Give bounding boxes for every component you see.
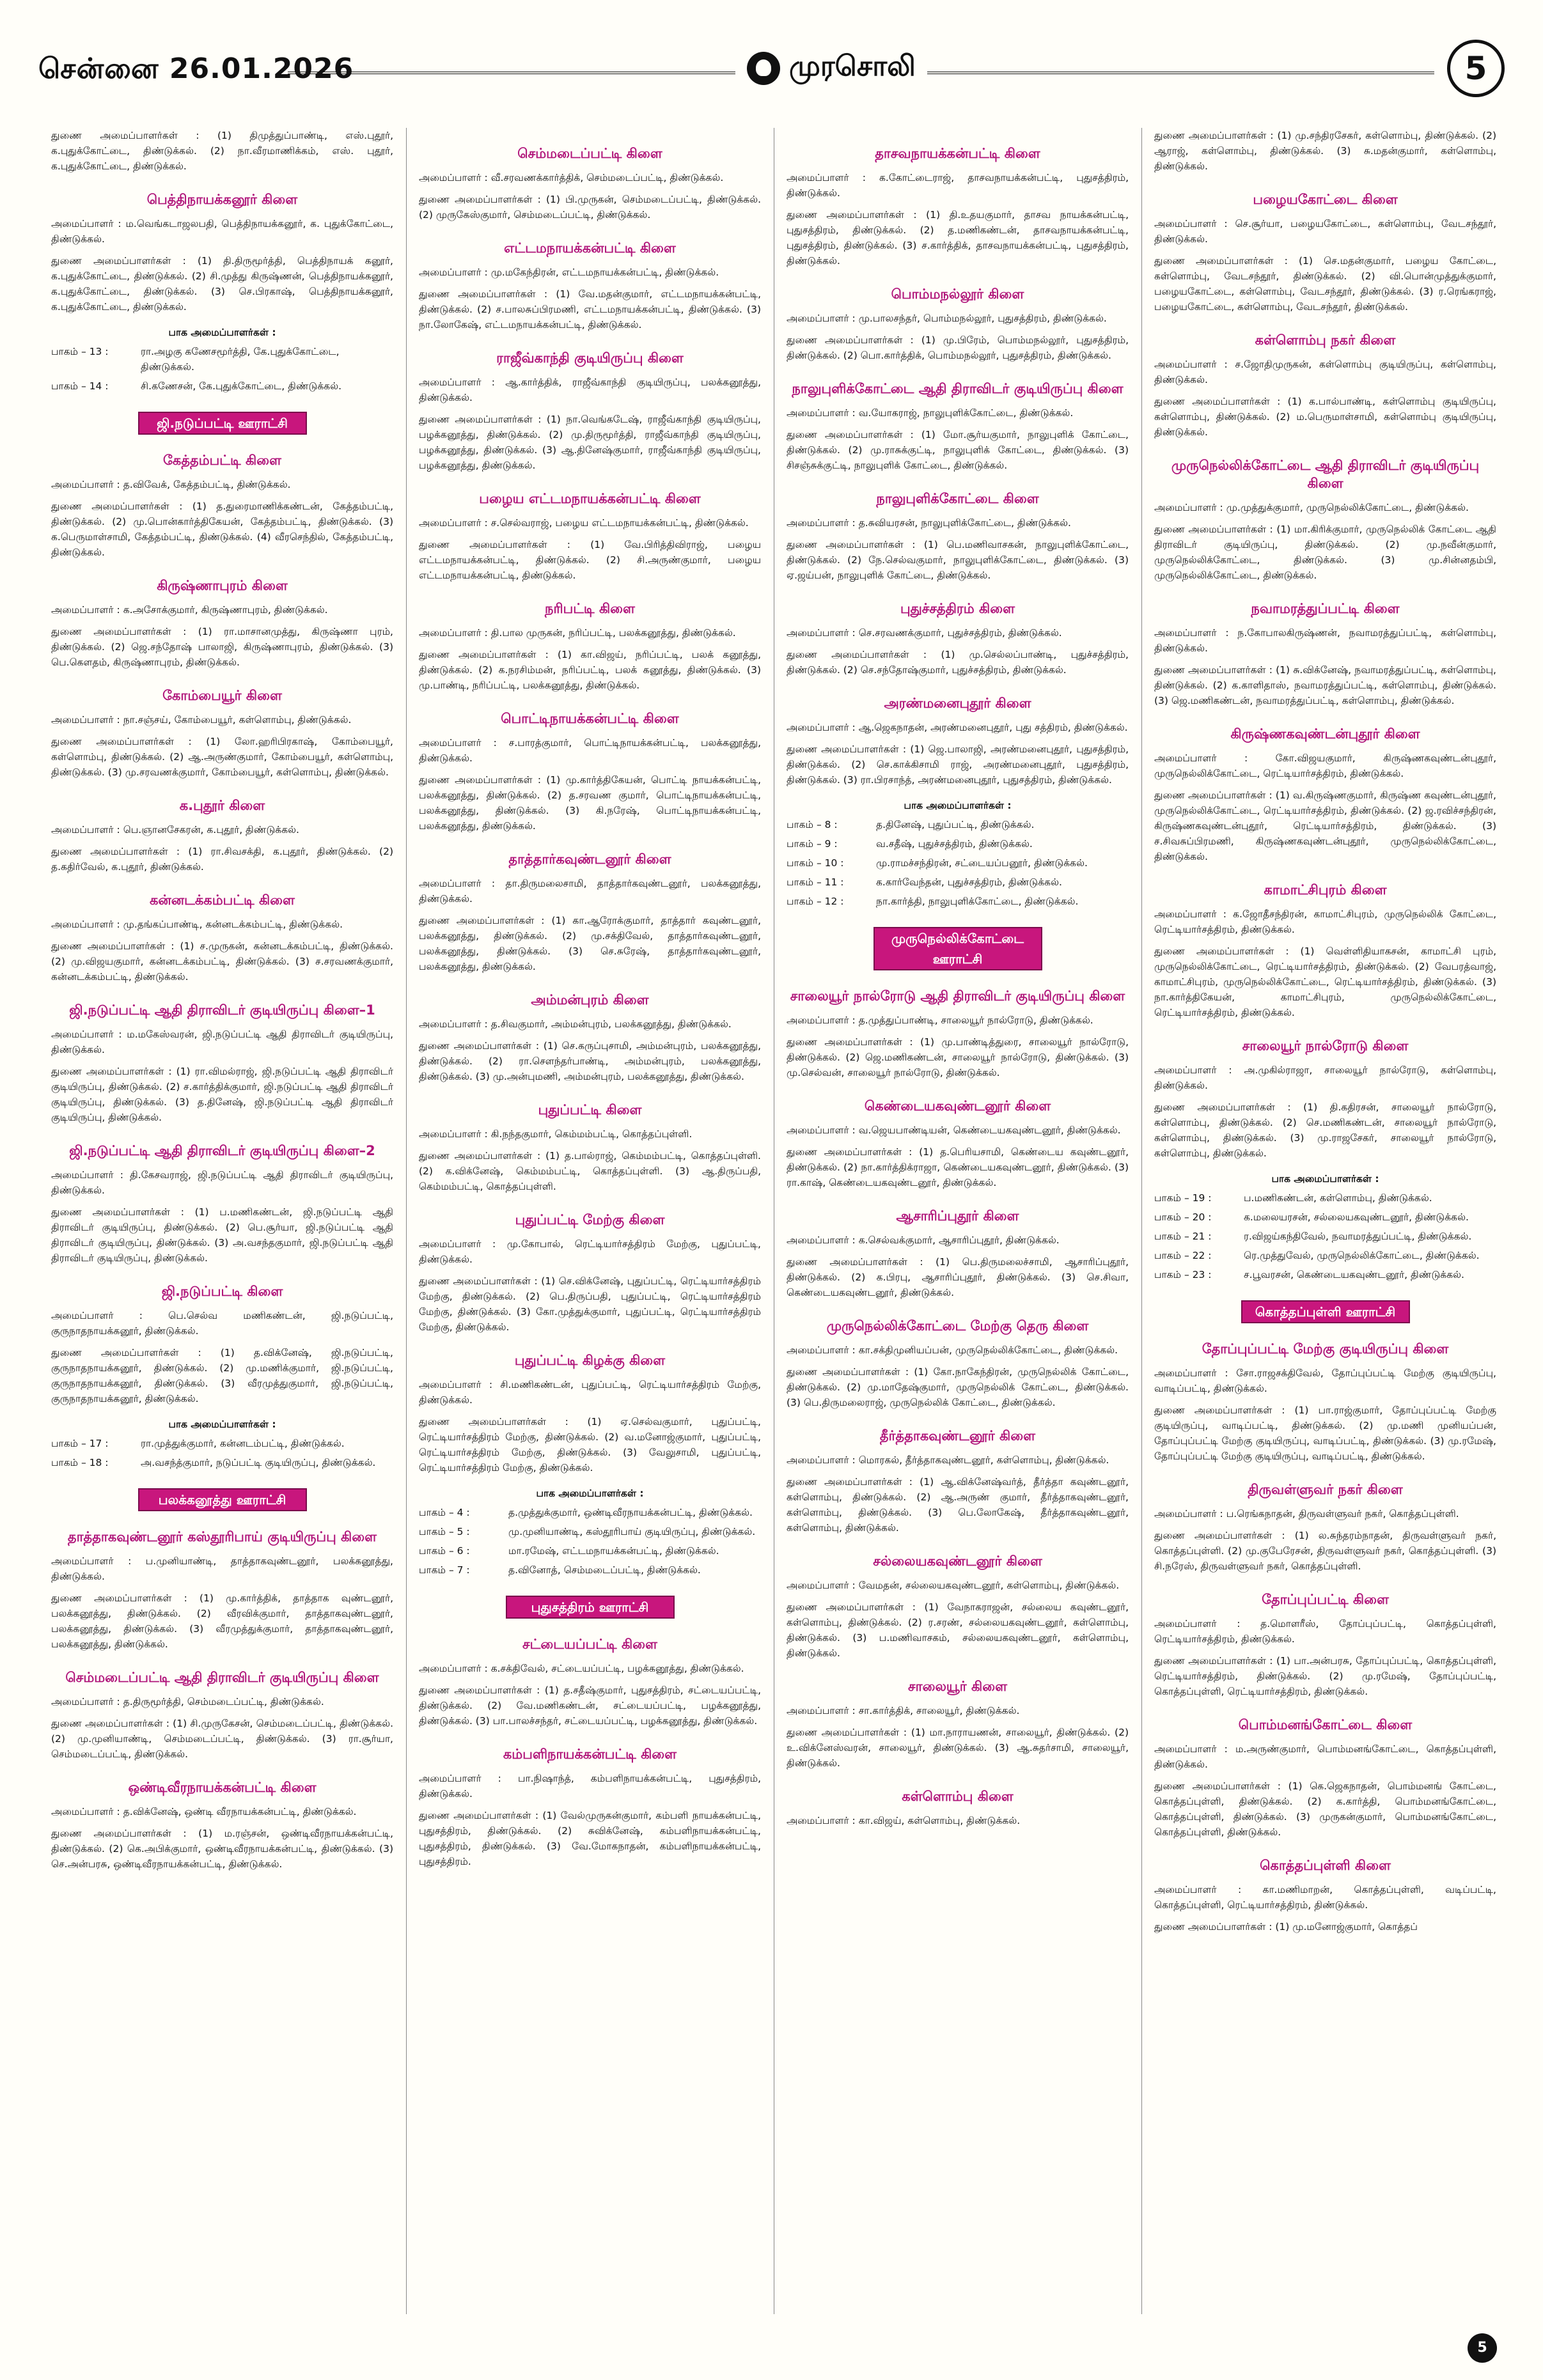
ward-organiser: த.வினோத், செம்மடைப்பட்டி, திண்டுக்கல்.	[508, 1564, 701, 1576]
ward-number: பாகம் – 6 :	[419, 1545, 470, 1557]
ward-row	[419, 1505, 761, 1520]
ward-row	[1154, 1229, 1496, 1244]
member-entry: அமைப்பாளர் : த.விவேக், கேத்தம்பட்டி, திண்டுக்கல்.	[51, 479, 291, 490]
branch-heading: செம்மடைப்பட்டி ஆதி திராவிடர் குடியிருப்பு கிளை	[65, 1670, 379, 1685]
branch-heading: கெண்டையகவுண்டனூர் கிளை	[864, 1098, 1051, 1114]
branch-heading: நாலுபுளிக்கோட்டை கிளை	[876, 491, 1039, 506]
member-entry: துணை அமைப்பாளர்கள் : (1) வே.மதன்குமார், எட்டமநாயக்கன்பட்டி, திண்டுக்கல். (2) ச.பாலசுப்பிரமணி, எட்டமநாயக்கன்பட்டி, திண்டுக்கல். (3) நா.லோகேஷ், எட்டமநாயக்கன்பட்டி, திண்டுக்கல்.	[419, 288, 761, 331]
member-entry: துணை அமைப்பாளர்கள் : (1) வெள்ளிதியாகசன், காமாட்சி புரம், முருநெல்லிக்கோட்டை, ரெட்டியார்சத்திரம், திண்டுக்கல். (2) வேபரத்வாஜ், காமாட்சிபுரம், முருநெல்லிக்கோட்டை, ரெட்டியார்சத்திரம், திண்டுக்கல். (3) நா.கார்த்திகேயன், காமாட்சிபுரம், முருநெல்லிக்கோட்டை, ரெட்டியார்சத்திரம், திண்டுக்கல்.	[1154, 945, 1496, 1018]
ward-row	[787, 836, 1129, 852]
member-entry: துணை அமைப்பாளர்கள் : (1) ரா.சிவசக்தி, க.புதூர், திண்டுக்கல். (2) த.கதிர்வேல், க.புதூர், திண்டுக்கல்.	[51, 846, 393, 873]
member-entry: துணை அமைப்பாளர்கள் : (1) சி.முருகேசன், செம்மடைப்பட்டி, திண்டுக்கல். (2) மு.முனியாண்டி, செம்மடைப்பட்டி, திண்டுக்கல். (3) ரா.சூர்யா, செம்மடைப்பட்டி, திண்டுக்கல்.	[51, 1718, 393, 1760]
ward-row	[787, 875, 1129, 890]
member-entry: அமைப்பாளர் : நா.சஞ்சய், கோம்பையூர், கள்ளொம்பு, திண்டுக்கல்.	[51, 714, 352, 726]
ward-row	[1154, 1248, 1496, 1263]
branch-heading: சாலையூர் நால்ரோடு கிளை	[1242, 1038, 1409, 1054]
member-entry: அமைப்பாளர் : ச.செல்வராஜ், பழைய எட்டமநாயக்கன்பட்டி, திண்டுக்கல்.	[419, 517, 749, 529]
ward-number: பாகம் – 21 :	[1154, 1231, 1212, 1242]
member-entry: அமைப்பாளர் : பெ.செல்வ மணிகண்டன், ஜி.நடுப்பட்டி, குருநாதநாயக்கனூர், திண்டுக்கல்.	[51, 1310, 393, 1337]
member-entry: அமைப்பாளர் : ச.பாரத்குமார், பொட்டிநாயக்கன்பட்டி, பலக்கனூத்து, திண்டுக்கல்.	[419, 737, 761, 764]
member-entry: துணை அமைப்பாளர்கள் : (1) கா.ஆரோக்குமார், தாத்தார் கவுண்டனூர், பலக்கனூத்து, திண்டுக்கல். (2) மு.சக்திவேல், தாத்தார்கவுண்டனூர், பலக்கனூத்து, திண்டுக்கல். (3) செ.சுரேஷ், தாத்தார்கவுண்டனூர், பலக்கனூத்து, திண்டுக்கல்.	[419, 915, 761, 972]
member-entry: அமைப்பாளர் : வேமதன், சல்லையகவுண்டனூர், கள்ளொம்பு, திண்டுக்கல்.	[787, 1580, 1120, 1591]
branch-heading: கள்ளொம்பு நகர் கிளை	[1255, 332, 1396, 348]
branch-heading: செம்மடைப்பட்டி கிளை	[517, 146, 662, 161]
branch-heading: சாலையூர் நால்ரோடு ஆதி திராவிடர் குடியிருப்பு கிளை	[790, 988, 1125, 1004]
member-entry: துணை அமைப்பாளர்கள் : (1) மு.கார்த்திகேயன், பொட்டி நாயக்கன்பட்டி, பலக்கனூத்து, திண்டுக்கல். (2) த.சரவண குமார், பொட்டிநாயக்கன்பட்டி, பலக்கனூத்து, திண்டுக்கல். (3) கி.நரேஷ், பொட்டிநாயக்கன்பட்டி, பலக்கனூத்து, திண்டுக்கல்.	[419, 774, 761, 832]
member-entry: துணை அமைப்பாளர்கள் : (1) ச.முருகன், கன்னடக்கம்பட்டி, திண்டுக்கல். (2) மு.விஜயகுமார், கன்னடக்கம்பட்டி, திண்டுக்கல். (3) ச.சரவணக்குமார், கன்னடக்கம்பட்டி, திண்டுக்கல்.	[51, 940, 393, 983]
ward-number: பாகம் – 11 :	[787, 876, 844, 888]
ward-organiser: ப.மணிகண்டன், கள்ளொம்பு, திண்டுக்கல்.	[1244, 1192, 1432, 1204]
member-entry: அமைப்பாளர் : செ.சூர்யா, பழையகோட்டை, கள்ளொம்பு, வேடசந்தூர், திண்டுக்கல்.	[1154, 218, 1496, 245]
ward-organiser: ச.பூவரசன், கெண்டையகவுண்டனூர், திண்டுக்கல்.	[1244, 1269, 1464, 1280]
branch-heading: க.புதூர் கிளை	[179, 798, 265, 813]
branch-heading: சட்டையப்பட்டி கிளை	[522, 1637, 657, 1652]
member-entry: துணை அமைப்பாளர்கள் : (1) செ.விக்னேஷ், புதுப்பட்டி, ரெட்டியார்சத்திரம் மேற்கு, திண்டுக்கல். (2) பெ.திருப்பதி, புதுப்பட்டி, ரெட்டியார்சத்திரம் மேற்கு, திண்டுக்கல். (3) கோ.முத்துக்குமார், புதுப்பட்டி, ரெட்டியார்சத்திரம் மேற்கு, திண்டுக்கல்.	[419, 1275, 761, 1333]
member-entry: அமைப்பாளர் : மு.கோபால், ரெட்டியார்சத்திரம் மேற்கு, புதுப்பட்டி, திண்டுக்கல்.	[419, 1238, 761, 1265]
ward-row	[51, 344, 393, 375]
ward-number: பாகம் – 9 :	[787, 838, 838, 850]
member-entry: அமைப்பாளர் : ம.அருண்குமார், பொம்மனங்கோட்டை, கொத்தப்புள்ளி, திண்டுக்கல்.	[1154, 1743, 1496, 1770]
member-entry: துணை அமைப்பாளர்கள் : (1) கெ.ஜெகநாதன், பொம்மனங் கோட்டை, கொத்தப்புள்ளி, திண்டுக்கல். (2) க.கார்த்தி, பொம்மனங்கோட்டை, கொத்தப்புள்ளி, திண்டுக்கல். (3) முருகன்குமார், பொம்மனங்கோட்டை, கொத்தப்புள்ளி, திண்டுக்கல்.	[1154, 1780, 1496, 1838]
ward-organisers-title: பாக அமைப்பாளர்கள் :	[904, 800, 1012, 811]
panchayat-banner: முருநெல்லிக்கோட்டை ஊராட்சி	[873, 927, 1042, 970]
ward-row	[51, 1436, 393, 1451]
branch-heading: அரண்மனைபுதூர் கிளை	[884, 696, 1031, 711]
member-entry: துணை அமைப்பாளர்கள் : (1) தி.திருமூர்த்தி, பெத்திநாயக் கனூர், க.புதுக்கோட்டை, திண்டுக்கல். (2) சி.முத்து கிருஷ்ணன், பெத்திநாயக்கனூர், க.புதுக்கோட்டை, திண்டுக்கல். (3) செ.பிரகாஷ், பெத்திநாயக்கனூர், க.புதுக்கோட்டை, திண்டுக்கல்.	[51, 255, 393, 313]
member-entry: அமைப்பாளர் : சோ.ராஜசக்திவேல், தோப்புப்பட்டி மேற்கு குடியிருப்பு, வாடிப்பட்டி, திண்டுக்கல்.	[1154, 1367, 1496, 1394]
footer-page-number: 5	[1468, 2333, 1497, 2363]
member-entry: அமைப்பாளர் : க.சக்திவேல், சட்டையப்பட்டி, பழக்கனூத்து, திண்டுக்கல்.	[419, 1663, 744, 1674]
ward-row	[787, 817, 1129, 832]
member-entry: துணை அமைப்பாளர்கள் : (1) ப.மணிகண்டன், ஜி.நடுப்பட்டி ஆதி திராவிடர் குடியிருப்பு, திண்டுக்கல். (2) பெ.சூர்யா, ஜி.நடுப்பட்டி ஆதி திராவிடர் குடியிருப்பு, திண்டுக்கல். (3) அ.வசந்தகுமார், ஜி.நடுப்பட்டி ஆதி திராவிடர் குடியிருப்பு, திண்டுக்கல்.	[51, 1206, 393, 1264]
member-entry: துணை அமைப்பாளர்கள் : (1) பா.ராஜ்குமார், தோப்புப்பட்டி மேற்கு குடியிருப்பு, வாடிப்பட்டி, திண்டுக்கல். (2) மு.மணி முனியப்பன், தோப்புப்பட்டி மேற்கு குடியிருப்பு, வாடிப்பட்டி, திண்டுக்கல். (3) மு.ரமேஷ், தோப்புப்பட்டி மேற்கு குடியிருப்பு, வாடிப்பட்டி, திண்டுக்கல்.	[1154, 1404, 1496, 1462]
member-entry: அமைப்பாளர் : பா.நிஷாந்த், கம்பளிநாயக்கன்பட்டி, புதுசத்திரம், திண்டுக்கல்.	[419, 1773, 761, 1800]
member-entry: துணை அமைப்பாளர்கள் : (1) மா.கிரிக்குமார், முருநெல்லிக் கோட்டை ஆதி திராவிடர் குடியிருப்பு, திண்டுக்கல். (2) மு.நவீன்குமார், முருநெல்லிக்கோட்டை, திண்டுக்கல். (3) மு.சின்னதம்பி, முருநெல்லிக்கோட்டை, திண்டுக்கல்.	[1154, 524, 1496, 581]
member-entry: அமைப்பாளர் : த.சுவியரசன், நாலுபுளிக்கோட்டை, திண்டுக்கல்.	[787, 517, 1071, 529]
branch-heading: ஜி.நடுப்பட்டி ஆதி திராவிடர் குடியிருப்பு கிளை–1	[69, 1002, 375, 1018]
member-entry: துணை அமைப்பாளர்கள் : (1) ஆ.விக்னேஷ்வர்த், தீர்த்தா கவுண்டனூர், கள்ளொம்பு, திண்டுக்கல். (2) ஆ.அருண் குமார், தீர்த்தாகவுண்டனூர், கள்ளொம்பு, திண்டுக்கல். (3) பெ.லோகேஷ், தீர்த்தாகவுண்டனூர், கள்ளொம்பு, திண்டுக்கல்.	[787, 1476, 1129, 1534]
member-entry: அமைப்பாளர் : ப.ரெங்கநாதன், திருவள்ளுவர் நகர், கொத்தப்புள்ளி.	[1154, 1508, 1459, 1520]
ward-row	[787, 855, 1129, 871]
branch-heading: கிருஷ்ணகவுண்டன்புதூர் கிளை	[1230, 726, 1420, 742]
ward-number: பாகம் – 10 :	[787, 857, 844, 869]
ward-number: பாகம் – 7 :	[419, 1564, 470, 1576]
member-entry: அமைப்பாளர் : த.சிவகுமார், அம்மன்புரம், பலக்கனூத்து, திண்டுக்கல்.	[419, 1018, 732, 1030]
ward-organiser: த.முத்துக்குமார், ஒண்டிவீரநாயக்கன்பட்டி, திண்டுக்கல்.	[508, 1507, 753, 1518]
branch-heading: நரிபட்டி கிளை	[545, 601, 635, 616]
member-entry: துணை அமைப்பாளர்கள் : (1) மு.பிரேம், பொம்மநல்லூர், புதுசத்திரம், திண்டுக்கல். (2) பொ.கார்த்திக், பொம்மநல்லூர், புதுசத்திரம், திண்டுக்கல்.	[787, 334, 1129, 361]
panchayat-banner: ஜி.நடுப்பட்டி ஊராட்சி	[138, 412, 307, 435]
branch-heading: கொத்தப்புள்ளி கிளை	[1260, 1858, 1391, 1873]
member-entry: அமைப்பாளர் : க.ஜோதீசந்திரன், காமாட்சிபுரம், முருநெல்லிக் கோட்டை, ரெட்டியார்சத்திரம், திண்டுக்கல்.	[1154, 908, 1496, 935]
member-entry: அமைப்பாளர் : தி.பால முருகன், நரிப்பட்டி, பலக்கனூத்து, திண்டுக்கல்.	[419, 627, 736, 639]
branch-heading: தோப்புப்பட்டி மேற்கு குடியிருப்பு கிளை	[1202, 1341, 1449, 1357]
member-entry: துணை அமைப்பாளர்கள் : (1) வே.பிரித்திவிராஜ், பழைய எட்டமநாயக்கன்பட்டி, திண்டுக்கல். (2) சி.அருண்குமார், பழைய எட்டமநாயக்கன்பட்டி, திண்டுக்கல்.	[419, 539, 761, 581]
member-entry: அமைப்பாளர் : கா.சக்திமுனியப்பன், முருநெல்லிக்கோட்டை, திண்டுக்கல்.	[787, 1344, 1118, 1356]
member-entry: அமைப்பாளர் : க.அசோக்குமார், கிருஷ்ணாபுரம், திண்டுக்கல்.	[51, 604, 328, 616]
member-entry: துணை அமைப்பாளர்கள் : (1) தி.கதிரசன், சாலையூர் நால்ரோடு, கள்ளொம்பு, திண்டுக்கல். (2) செ.மணிகண்டன், சாலையூர் நால்ரோடு, கள்ளொம்பு, திண்டுக்கல். (3) மு.ராஜசேகர், சாலையூர் நால்ரோடு, கள்ளொம்பு, திண்டுக்கல்.	[1154, 1101, 1496, 1159]
member-entry: அமைப்பாளர் : க.கோட்டைராஜ், தாசவநாயக்கன்பட்டி, புதுசத்திரம், திண்டுக்கல்.	[787, 172, 1129, 199]
ward-row	[51, 1455, 393, 1470]
member-entry: அமைப்பாளர் : த.முத்துப்பாண்டி, சாலையூர் நால்ரோடு, திண்டுக்கல்.	[787, 1015, 1093, 1026]
ward-number: பாகம் – 4 :	[419, 1507, 470, 1518]
branch-heading: புதுச்சத்திரம் கிளை	[900, 601, 1015, 616]
member-entry: அமைப்பாளர் : ஆ.ஜெகநாதன், அரண்மனைபுதூர், புது சத்திரம், திண்டுக்கல்.	[787, 722, 1128, 733]
panchayat-banner: கொத்தப்புள்ளி ஊராட்சி	[1241, 1300, 1410, 1323]
member-entry: அமைப்பாளர் : வ.ஜெயபாண்டியன், கெண்டையகவுண்டனூர், திண்டுக்கல்.	[787, 1124, 1121, 1136]
ward-number: பாகம் – 14 :	[51, 380, 109, 392]
ward-organisers-list	[787, 798, 1129, 909]
member-entry: துணை அமைப்பாளர்கள் : (1) பி.முருகன், செம்மடைப்பட்டி, திண்டுக்கல். (2) முருகேஸ்குமார், செம்மடைப்பட்டி, திண்டுக்கல்.	[419, 194, 761, 221]
ward-row	[1154, 1190, 1496, 1206]
member-entry: துணை அமைப்பாளர்கள் : (1) வ.கிருஷ்ணகுமார், கிருஷ்ண கவுண்டன்புதூர், முருநெல்லிக்கோட்டை, ரெட்டியார்சத்திரம், திண்டுக்கல். (2) ஜ.ரவிச்சந்திரன், கிருஷ்ணகவுண்டன்புதூர், ரெட்டியார்சத்திரம், திண்டுக்கல். (3) ச.சிவசுப்பிரமணி, கிருஷ்ணகவுண்டன்புதூர், முருநெல்லிக்கோட்டை, திண்டுக்கல்.	[1154, 789, 1496, 862]
branch-heading: தீர்த்தாகவுண்டனூர் கிளை	[879, 1428, 1036, 1443]
member-entry: அமைப்பாளர் : மு.பாலசந்தர், பொம்மநல்லூர், புதுசத்திரம், திண்டுக்கல்.	[787, 313, 1107, 324]
member-entry: துணை அமைப்பாளர்கள் : (1) த.துரைமாணிக்கண்டன், கேத்தம்பட்டி, திண்டுக்கல். (2) மு.பொன்கார்த்திகேயன், கேத்தம்பட்டி, திண்டுக்கல். (3) க.பெருமாள்சாமி, கேத்தம்பட்டி, திண்டுக்கல். (4) வீரசெந்தில், கேத்தம்பட்டி, திண்டுக்கல்.	[51, 501, 393, 558]
member-entry: அமைப்பாளர் : த.திருமூர்த்தி, செம்மடைப்பட்டி, திண்டுக்கல்.	[51, 1696, 324, 1707]
member-entry: அமைப்பாளர் : மு.முத்துக்குமார், முருநெல்லிக்கோட்டை, திண்டுக்கல்.	[1154, 502, 1469, 513]
member-entry: துணை அமைப்பாளர்கள் : (1) செ.மதன்குமார், பழைய கோட்டை, கள்ளொம்பு, வேடசந்தூர், திண்டுக்கல். (2) வி.பொன்முத்துக்குமார், பழையகோட்டை, கள்ளொம்பு, வேடசந்தூர், திண்டுக்கல். (3) ர.ரெங்கராஜ், பழையகோட்டை, கள்ளொம்பு, வேடசந்தூர், திண்டுக்கல்.	[1154, 255, 1496, 313]
branch-heading: கிருஷ்ணாபுரம் கிளை	[157, 578, 288, 593]
branch-heading: தாசவநாயக்கன்பட்டி கிளை	[875, 146, 1040, 161]
branch-heading: முருநெல்லிக்கோட்டை மேற்கு தெரு கிளை	[826, 1318, 1089, 1334]
column-2	[419, 128, 761, 2314]
branch-heading: புதுப்பட்டி கிளை	[538, 1102, 642, 1117]
member-entry: துணை அமைப்பாளர்கள் : (1) வேநாகராஜன், சல்லைய கவுண்டனூர், கள்ளொம்பு, திண்டுக்கல். (2) ர.சரண், சல்லையகவுண்டனூர், கள்ளொம்பு, திண்டுக்கல். (3) ப.மணிவாசகம், சல்லையகவுண்டனூர், கள்ளொம்பு, திண்டுக்கல்.	[787, 1601, 1129, 1659]
branch-heading: பழைய எட்டமநாயக்கன்பட்டி கிளை	[479, 491, 701, 506]
ward-organisers-title: பாக அமைப்பாளர்கள் :	[168, 1419, 276, 1430]
elephant-icon	[747, 52, 780, 85]
branch-heading: தாத்தாகவுண்டனூர் கஸ்தூரிபாய் குடியிருப்பு கிளை	[67, 1529, 377, 1544]
ward-row	[51, 378, 393, 394]
member-entry: துணை அமைப்பாளர்கள் : (1) க.பால்பாண்டி, கள்ளொம்பு குடியிருப்பு, கள்ளொம்பு, திண்டுக்கல். (2) ம.பெருமாள்சாமி, கள்ளொம்பு குடியிருப்பு, திண்டுக்கல்.	[1154, 396, 1496, 438]
ward-organiser: மா.ரமேஷ், எட்டமநாயக்கன்பட்டி, திண்டுக்கல்.	[508, 1545, 719, 1557]
member-entry: துணை அமைப்பாளர்கள் : (1) த.பால்ராஜ், கெம்மம்பட்டி, கொத்தப்புள்ளி. (2) க.விக்னேஷ், கெம்மம்பட்டி, கொத்தப்புள்ளி. (3) ஆ.திருப்பதி, கெம்மம்பட்டி, கொத்தப்புள்ளி.	[419, 1150, 761, 1192]
member-entry: துணை அமைப்பாளர்கள் : (1) மு.செல்லப்பாண்டி, புதுச்சத்திரம், திண்டுக்கல். (2) செ.சந்தோஷ்குமார், புதுச்சத்திரம், திண்டுக்கல்.	[787, 649, 1129, 676]
member-entry: அமைப்பாளர் : வ.யோகராஜ், நாலுபுளிக்கோட்டை, திண்டுக்கல்.	[787, 407, 1074, 419]
ward-number: பாகம் – 20 :	[1154, 1211, 1212, 1223]
ward-organiser: த.தினேஷ், புதுப்பட்டி, திண்டுக்கல்.	[876, 819, 1035, 830]
branch-heading: பழையகோட்டை கிளை	[1253, 192, 1398, 207]
branch-heading: தாத்தார்கவுண்டனூர் கிளை	[508, 852, 671, 867]
member-entry: அமைப்பாளர் : ம.மகேஸ்வரன், ஜி.நடுப்பட்டி ஆதி திராவிடர் குடியிருப்பு, திண்டுக்கல்.	[51, 1029, 393, 1055]
member-entry: அமைப்பாளர் : த.விக்னேஷ், ஒண்டி வீரநாயக்கன்பட்டி, திண்டுக்கல்.	[51, 1806, 357, 1817]
member-entry: அமைப்பாளர் : க.செல்வக்குமார், ஆசாரிப்புதூர், திண்டுக்கல்.	[787, 1234, 1060, 1246]
member-entry: துணை அமைப்பாளர்கள் : (1) திமுத்துப்பாண்டி, எஸ்.புதூர், க.புதுக்கோட்டை, திண்டுக்கல். (2) நா.வீரமாணிக்கம், எஸ். புதூர், க.புதுக்கோட்டை, திண்டுக்கல்.	[51, 130, 393, 172]
member-entry: துணை அமைப்பாளர்கள் : (1) தி.உதயகுமார், தாசவ நாயக்கன்பட்டி, புதுசத்திரம், திண்டுக்கல். (2) த.மணிகண்டன், தாசவநாயக்கன்பட்டி, புதுசத்திரம், திண்டுக்கல். (3) ச.கார்த்திக், தாசவநாயக்கன்பட்டி, புதுசத்திரம், திண்டுக்கல்.	[787, 209, 1129, 267]
member-entry: அமைப்பாளர் : தா.திருமலைசாமி, தாத்தார்கவுண்டனூர், பலக்கனூத்து, திண்டுக்கல்.	[419, 878, 761, 905]
member-entry: துணை அமைப்பாளர்கள் : (1) கோ.நாகேந்திரன், முருநெல்லிக் கோட்டை, திண்டுக்கல். (2) மு.மாதேஷ்குமார், முருநெல்லிக் கோட்டை, திண்டுக்கல். (3) பெ.திருமலைராஜ், முருநெல்லிக் கோட்டை, திண்டுக்கல்.	[787, 1366, 1129, 1408]
member-entry: துணை அமைப்பாளர்கள் : (1) பா.அன்பரசு, தோப்புப்பட்டி, கொத்தப்புள்ளி, ரெட்டியார்சத்திரம், திண்டுக்கல். (2) மு.ரமேஷ், தோப்புப்பட்டி, கொத்தப்புள்ளி, ரெட்டியார்சத்திரம், திண்டுக்கல்.	[1154, 1655, 1496, 1697]
branch-heading: புதுப்பட்டி கிழக்கு கிளை	[514, 1353, 666, 1368]
newspaper-logo	[735, 50, 927, 86]
member-entry: துணை அமைப்பாளர்கள் : (1) ஏ.செல்வகுமார், புதுப்பட்டி, ரெட்டியார்சத்திரம் மேற்கு, திண்டுக்கல். (2) வ.மனோஜ்குமார், புதுப்பட்டி, ரெட்டியார்சத்திரம் மேற்கு, திண்டுக்கல். (3) வேலுசாமி, புதுப்பட்டி, ரெட்டியார்சத்திரம் மேற்கு, திண்டுக்கல்.	[419, 1416, 761, 1474]
member-entry: துணை அமைப்பாளர்கள் : (1) கா.விஜய், நரிப்பட்டி, பலக் கனூத்து, திண்டுக்கல். (2) க.நரசிம்மன், நரிப்பட்டி, பலக் கனூத்து, திண்டுக்கல். (3) மு.பாண்டி, நரிப்பட்டி, பலக்கனூத்து, திண்டுக்கல்.	[419, 649, 761, 691]
ward-row	[419, 1562, 761, 1578]
member-entry: அமைப்பாளர் : ம.வெங்கடாஜலபதி, பெத்திநாயக்கனூர், க. புதுக்கோட்டை, திண்டுக்கல்.	[51, 218, 393, 245]
branch-heading: ராஜீவ்காந்தி குடியிருப்பு கிளை	[496, 350, 684, 366]
newspaper-name: முரசொலி	[789, 50, 916, 82]
edition-date: சென்னை 26.01.2026	[38, 52, 354, 85]
branch-heading: ஆசாரிப்புதூர் கிளை	[896, 1208, 1019, 1224]
branch-heading: நாலுபுளிக்கோட்டை ஆதி திராவிடர் குடியிருப்பு கிளை	[792, 381, 1124, 396]
branch-heading: பெத்திநாயக்கனூர் கிளை	[146, 192, 298, 207]
member-entry: துணை அமைப்பாளர்கள் : (1) லோ.ஹரிபிரகாஷ், கோம்பையூர், கள்ளொம்பு, திண்டுக்கல். (2) ஆ.அருண்குமார், கோம்பையூர், கள்ளொம்பு, திண்டுக்கல். (3) மு.சரவணக்குமார், கோம்பையூர், கள்ளொம்பு, திண்டுக்கல்.	[51, 736, 393, 778]
member-entry: துணை அமைப்பாளர்கள் : (1) ஜெ.பாலாஜி, அரண்மனைபுதூர், புதுசத்திரம், திண்டுக்கல். (2) செ.காக்கிசாமி ராஜ், அரண்மனைபுதூர், புதுசத்திரம், திண்டுக்கல். (3) ரா.பிரசாந்த், அரண்மனைபுதூர், புதுசத்திரம், திண்டுக்கல்.	[787, 743, 1129, 786]
ward-number: பாகம் – 13 :	[51, 346, 109, 357]
ward-row	[419, 1524, 761, 1539]
ward-organisers-title: பாக அமைப்பாளர்கள் :	[536, 1488, 644, 1499]
member-entry: அமைப்பாளர் : ஆ.கார்த்திக், ராஜீவ்காந்தி குடியிருப்பு, பலக்கனூத்து, திண்டுக்கல்.	[419, 377, 761, 403]
branch-heading: ஜி.நடுப்பட்டி ஆதி திராவிடர் குடியிருப்பு கிளை–2	[69, 1143, 375, 1158]
member-entry: துணை அமைப்பாளர்கள் : (1) மோ.சூர்யகுமார், நாலுபுளிக் கோட்டை, திண்டுக்கல். (2) மு.ராசுக்குட்டி, நாலுபுளிக் கோட்டை, திண்டுக்கல். (3) சிசஞ்சுக்குட்டி, நாலுபுளிக் கோட்டை, திண்டுக்கல்.	[787, 429, 1129, 471]
member-entry: அமைப்பாளர் : ந.கோபாலகிருஷ்ணன், நவாமரத்துப்பட்டி, கள்ளொம்பு, திண்டுக்கல்.	[1154, 627, 1496, 654]
ward-organisers-list	[51, 1417, 393, 1470]
branch-heading: கம்பளிநாயக்கன்பட்டி கிளை	[503, 1746, 677, 1762]
column-3	[787, 128, 1129, 2314]
member-entry: அமைப்பாளர் : ப.முனியாண்டி, தாத்தாகவுண்டனூர், பலக்கனூத்து, திண்டுக்கல்.	[51, 1555, 393, 1582]
member-entry: அமைப்பாளர் : கோ.விஜயகுமார், கிருஷ்ணகவுண்டன்புதூர், முருநெல்லிக்கோட்டை, ரெட்டியார்சத்திரம், திண்டுக்கல்.	[1154, 752, 1496, 779]
member-entry: துணை அமைப்பாளர்கள் : (1) மு.பாண்டித்துரை, சாலையூர் நால்ரோடு, திண்டுக்கல். (2) ஜெ.மணிகண்டன், சாலையூர் நால்ரோடு, திண்டுக்கல். (3) மு.செல்வன், சாலையூர் நால்ரோடு, திண்டுக்கல்.	[787, 1036, 1129, 1078]
member-entry: துணை அமைப்பாளர்கள் : (1) மு.சந்திரசேகர், கள்ளொம்பு, திண்டுக்கல். (2) ஆராஜ், கள்ளொம்பு, திண்டுக்கல். (3) சு.மதன்குமார், கள்ளொம்பு, திண்டுக்கல்.	[1154, 130, 1496, 172]
member-entry: துணை அமைப்பாளர்கள் : (1) ரா.விமல்ராஜ், ஜி.நடுப்பட்டி ஆதி திராவிடர் குடியிருப்பு, திண்டுக்கல். (2) ச.கார்த்திக்குமார், ஜி.நடுப்பட்டி ஆதி திராவிடர் குடியிருப்பு, திண்டுக்கல். (3) த.தினேஷ், ஜி.நடுப்பட்டி ஆதி திராவிடர் குடியிருப்பு, திண்டுக்கல்.	[51, 1066, 393, 1123]
ward-number: பாகம் – 17 :	[51, 1438, 109, 1449]
member-entry: துணை அமைப்பாளர்கள் : (1) மு.மனோஜ்குமார், கொத்தப்	[1154, 1921, 1418, 1933]
ward-organiser: மு.ராமச்சந்திரன், சட்டையப்பனூர், திண்டுக்கல்.	[876, 857, 1088, 869]
member-entry: துணை அமைப்பாளர்கள் : (1) ல.சுந்தரம்நாதன், திருவள்ளுவர் நகர், கொத்தப்புள்ளி. (2) மு.குபேரேசன், திருவள்ளுவர் நகர், கொத்தப்புள்ளி. (3) சி.நரேஸ், திருவள்ளுவர் நகர், கொத்தப்புள்ளி.	[1154, 1530, 1496, 1572]
member-entry: அமைப்பாளர் : வீ.சரவணக்கார்த்திக், செம்மடைப்பட்டி, திண்டுக்கல்.	[419, 172, 724, 183]
ward-organiser: வ.சதீஷ், புதுச்சத்திரம், திண்டுக்கல்.	[876, 838, 1033, 850]
member-entry: துணை அமைப்பாளர்கள் : (1) மு.கார்த்திக், தாத்தாக வுண்டனூர், பலக்கனூத்து, திண்டுக்கல். (2) வீரவிக்குமார், தாத்தாகவுண்டனூர், பலக்கனூத்து, திண்டுக்கல். (3) வீரமுத்துக்குமார், தாத்தாகவுண்டனூர், பலக்கனூத்து, திண்டுக்கல்.	[51, 1592, 393, 1650]
panchayat-banner: பலக்கனூத்து ஊராட்சி	[138, 1488, 307, 1511]
branch-heading: பொட்டிநாயக்கன்பட்டி கிளை	[501, 711, 679, 726]
member-entry: துணை அமைப்பாளர்கள் : (1) சு.விக்னேஷ், நவாமரத்துப்பட்டி, கள்ளொம்பு, திண்டுக்கல். (2) க.காளிதாஸ், நவாமரத்துப்பட்டி, கள்ளொம்பு, திண்டுக்கல். (3) ஜெ.மணிகண்டன், நவாமரத்துப்பட்டி, கள்ளொம்பு, திண்டுக்கல்.	[1154, 664, 1496, 706]
member-entry: அமைப்பாளர் : தி.கேசவராஜ், ஜி.நடுப்பட்டி ஆதி திராவிடர் குடியிருப்பு, திண்டுக்கல்.	[51, 1169, 393, 1196]
member-entry: அமைப்பாளர் : த.மொளரீஸ், தோப்புப்பட்டி, கொத்தப்புள்ளி, ரெட்டியார்சத்திரம், திண்டுக்கல்.	[1154, 1618, 1496, 1645]
ward-organiser: க.கார்வேந்தன், புதுச்சத்திரம், திண்டுக்கல்.	[876, 876, 1062, 888]
branch-heading: காமாட்சிபுரம் கிளை	[1264, 882, 1387, 898]
ward-organiser: க.மலையரசன், சல்லையகவுண்டனூர், திண்டுக்கல்.	[1244, 1211, 1469, 1223]
ward-organiser: ர.விஜய்கந்திவேல், நவாமரத்துப்பட்டி, திண்டுக்கல்.	[1244, 1231, 1472, 1242]
ward-organiser: ரா.முத்துக்குமார், கன்னடம்பட்டி, திண்டுக்கல்.	[141, 1438, 345, 1449]
ward-row	[419, 1543, 761, 1559]
branch-heading: அம்மன்புரம் கிளை	[531, 992, 649, 1007]
ward-number: பாகம் – 18 :	[51, 1457, 109, 1468]
ward-number: பாகம் – 12 :	[787, 896, 844, 907]
article-columns	[51, 128, 1496, 2314]
member-entry: துணை அமைப்பாளர்கள் : (1) த.சதீஷ்குமார், புதுசத்திரம், சட்டையப்பட்டி, திண்டுக்கல். (2) வே.மணிகண்டன், சட்டையப்பட்டி, பழக்கனூத்து, திண்டுக்கல். (3) பா.பாலச்சந்தர், சட்டையப்பட்டி, பழக்கனூத்து, திண்டுக்கல்.	[419, 1684, 761, 1727]
branch-heading: சாலையூர் கிளை	[907, 1679, 1008, 1694]
member-entry: துணை அமைப்பாளர்கள் : (1) த.பெரியசாமி, கெண்டைய கவுண்டனூர், திண்டுக்கல். (2) நா.கார்த்திக்ராஜா, கெண்டையகவுண்டனூர், திண்டுக்கல். (3) ரா.காஷ், கெண்டையகவுண்டனூர், திண்டுக்கல்.	[787, 1146, 1129, 1188]
branch-heading: ஒண்டிவீரநாயக்கன்பட்டி கிளை	[128, 1780, 317, 1795]
branch-heading: ஜி.நடுப்பட்டி கிளை	[161, 1284, 283, 1299]
member-entry: துணை அமைப்பாளர்கள் : (1) ம.ரஞ்சன், ஒண்டிவீரநாயக்கன்பட்டி, திண்டுக்கல். (2) கெ.அபிக்குமார், ஒண்டிவீரநாயக்கன்பட்டி, திண்டுக்கல். (3) செ.அன்பரசு, ஒண்டிவீரநாயக்கன்பட்டி, திண்டுக்கல்.	[51, 1828, 393, 1870]
ward-organiser: ரெ.முத்துவேல், முருநெல்லிக்கோட்டை, திண்டுக்கல்.	[1244, 1250, 1480, 1261]
ward-organiser: சி.கணேசன், கே.புதுக்கோட்டை, திண்டுக்கல்.	[141, 380, 342, 392]
ward-organisers-list	[51, 325, 393, 394]
ward-row	[1154, 1267, 1496, 1282]
masthead	[38, 38, 1505, 102]
member-entry: துணை அமைப்பாளர்கள் : (1) பெ.மணிவாசகன், நாலுபுளிக்கோட்டை, திண்டுக்கல். (2) நே.செல்வகுமார், நாலுபுளிக்கோட்டை, திண்டுக்கல். (3) ஏ.ஜய்பன், நாலுபுளிக் கோட்டை, திண்டுக்கல்.	[787, 539, 1129, 581]
member-entry: அமைப்பாளர் : பெ.ஞானசேகரன், க.புதூர், திண்டுக்கல்.	[51, 824, 299, 836]
ward-organisers-list	[419, 1486, 761, 1578]
ward-number: பாகம் – 23 :	[1154, 1269, 1212, 1280]
column-divider	[406, 128, 407, 2314]
ward-organiser: மு.முனியாண்டி, கஸ்தூரிபாய் குடியிருப்பு, திண்டுக்கல்.	[508, 1526, 756, 1537]
page-number-badge: 5	[1447, 40, 1505, 97]
branch-heading: கள்ளொம்பு கிளை	[902, 1789, 1014, 1804]
column-4	[1154, 128, 1496, 2314]
ward-row	[787, 894, 1129, 909]
member-entry: துணை அமைப்பாளர்கள் : (1) பெ.திருமலைச்சாமி, ஆசாரிப்புதூர், திண்டுக்கல். (2) க.பிரபு, ஆசாரிப்புதூர், திண்டுக்கல். (3) செ.சிவா, கெண்டையகவுண்டனூர், திண்டுக்கல்.	[787, 1256, 1129, 1298]
member-entry: துணை அமைப்பாளர்கள் : (1) வேல்முருகன்குமார், கம்பளி நாயக்கன்பட்டி, புதுசத்திரம், திண்டுக்கல். (2) சுவிக்னேஷ், கம்பளிநாயக்கன்பட்டி, புதுசத்திரம், திண்டுக்கல். (3) வே.மோகநாதன், கம்பளிநாயக்கன்பட்டி, புதுசத்திரம்.	[419, 1810, 761, 1867]
member-entry: அமைப்பாளர் : அ.முகில்ராஜா, சாலையூர் நால்ரோடு, கள்ளொம்பு, திண்டுக்கல்.	[1154, 1064, 1496, 1091]
member-entry: துணை அமைப்பாளர்கள் : (1) த.விக்னேஷ், ஜி.நடுப்பட்டி, குருநாதநாயக்கனூர், திண்டுக்கல். (2) மு.மணிக்குமார், ஜி.நடுப்பட்டி, குருநாதநாயக்கனூர், திண்டுக்கல். (3) வீரமுத்துகுமார், ஜி.நடுப்பட்டி, குருநாதநாயக்கனூர், திண்டுக்கல்.	[51, 1347, 393, 1404]
member-entry: துணை அமைப்பாளர்கள் : (1) ரா.மாசானமுத்து, கிருஷ்ணா புரம், திண்டுக்கல். (2) ஜெ.சந்தோஷ் பாலாஜி, கிருஷ்ணாபுரம், திண்டுக்கல். (3) பெ.கௌதம், கிருஷ்ணாபுரம், திண்டுக்கல்.	[51, 626, 393, 668]
branch-heading: தோப்புப்பட்டி கிளை	[1262, 1592, 1389, 1607]
member-entry: துணை அமைப்பாளர்கள் : (1) செ.கருப்புசாமி, அம்மன்புரம், பலக்கனூத்து, திண்டுக்கல். (2) ரா.செளந்தர்பாண்டி, அம்மன்புரம், பலக்கனூத்து, திண்டுக்கல். (3) மு.அன்புமணி, அம்மன்புரம், பலக்கனூத்து, திண்டுக்கல்.	[419, 1040, 761, 1082]
member-entry: அமைப்பாளர் : மு.மகேந்திரன், எட்டமநாயக்கன்பட்டி, திண்டுக்கல்.	[419, 267, 719, 278]
column-1	[51, 128, 393, 2314]
member-entry: துணை அமைப்பாளர்கள் : (1) மா.நாராயணன், சாலையூர், திண்டுக்கல். (2) உ.விக்னேஸ்வரன், சாலையூர், திண்டுக்கல். (3) ஆ.சுதர்சாமி, சாலையூர், திண்டுக்கல்.	[787, 1727, 1129, 1769]
branch-heading: திருவள்ளுவர் நகர் கிளை	[1248, 1482, 1403, 1497]
branch-heading: நவாமரத்துப்பட்டி கிளை	[1251, 601, 1400, 616]
branch-heading: பொம்மனங்கோட்டை கிளை	[1238, 1717, 1413, 1732]
branch-heading: கேத்தம்பட்டி கிளை	[163, 453, 281, 468]
member-entry: அமைப்பாளர் : ச.ஜோதிமுருகன், கள்ளொம்பு குடியிருப்பு, கள்ளொம்பு, திண்டுக்கல்.	[1154, 359, 1496, 385]
ward-organiser: நா.கார்த்தி, நாலுபுளிக்கோட்டை, திண்டுக்கல்.	[876, 896, 1079, 907]
ward-number: பாகம் – 22 :	[1154, 1250, 1212, 1261]
branch-heading: முருநெல்லிக்கோட்டை ஆதி திராவிடர் குடியிருப்பு கிளை	[1171, 458, 1480, 491]
member-entry: அமைப்பாளர் : மொரகல், தீர்த்தாகவுண்டனூர், கள்ளொம்பு, திண்டுக்கல்.	[787, 1454, 1109, 1466]
ward-number: பாகம் – 5 :	[419, 1526, 470, 1537]
member-entry: அமைப்பாளர் : சா.கார்த்திக், சாலையூர், திண்டுக்கல்.	[787, 1705, 1020, 1716]
ward-organisers-title: பாக அமைப்பாளர்கள் :	[168, 327, 276, 338]
ward-organiser: ரா.அழகு கணேசமூர்த்தி, கே.புதுக்கோட்டை, திண்டுக்கல்.	[141, 346, 340, 373]
branch-heading: புதுப்பட்டி மேற்கு கிளை	[515, 1212, 665, 1227]
member-entry: துணை அமைப்பாளர்கள் : (1) நா.வெங்கடேஷ், ராஜீவ்காந்தி குடியிருப்பு, பழக்கனூத்து, திண்டுக்கல். (2) மு.திருமூர்த்தி, ராஜீவ்காந்தி குடியிருப்பு, பழக்கனூத்து, திண்டுக்கல். (3) ஆ.தினேஷ்குமார், ராஜீவ்காந்தி குடியிருப்பு, பழக்கனூத்து, திண்டுக்கல்.	[419, 414, 761, 471]
ward-organiser: அ.வசந்த்குமார், நடுப்பட்டி குடியிருப்பு, திண்டுக்கல்.	[141, 1457, 376, 1468]
ward-number: பாகம் – 19 :	[1154, 1192, 1212, 1204]
member-entry: அமைப்பாளர் : கா.விஜய், கள்ளொம்பு, திண்டுக்கல்.	[787, 1815, 1021, 1826]
panchayat-banner: புதுசத்திரம் ஊராட்சி	[506, 1596, 675, 1619]
member-entry: அமைப்பாளர் : செ.சரவணக்குமார், புதுச்சத்திரம், திண்டுக்கல்.	[787, 627, 1062, 639]
branch-heading: எட்டமநாயக்கன்பட்டி கிளை	[504, 240, 676, 256]
member-entry: அமைப்பாளர் : கா.மணிமாறன், கொத்தப்புள்ளி, வடிப்பட்டி, கொத்தப்புள்ளி, ரெட்டியார்சத்திரம், திண்டுக்கல்.	[1154, 1884, 1496, 1911]
member-entry: அமைப்பாளர் : கி.நந்தகுமார், கெம்மம்பட்டி, கொத்தப்புள்ளி.	[419, 1128, 693, 1140]
member-entry: அமைப்பாளர் : மு.தங்கப்பாண்டி, கன்னடக்கம்பட்டி, திண்டுக்கல்.	[51, 919, 343, 930]
column-divider	[1141, 128, 1142, 2314]
ward-number: பாகம் – 8 :	[787, 819, 838, 830]
branch-heading: கோம்பையூர் கிளை	[162, 688, 282, 703]
member-entry: அமைப்பாளர் : சி.மணிகண்டன், புதுப்பட்டி, ரெட்டியார்சத்திரம் மேற்கு, திண்டுக்கல்.	[419, 1379, 761, 1406]
branch-heading: கன்னடக்கம்பட்டி கிளை	[149, 892, 295, 908]
branch-heading: பொம்மநல்லூர் கிளை	[891, 286, 1024, 302]
ward-organisers-title: பாக அமைப்பாளர்கள் :	[1271, 1173, 1379, 1185]
ward-row	[1154, 1209, 1496, 1225]
ward-organisers-list	[1154, 1171, 1496, 1282]
branch-heading: சல்லையகவுண்டனூர் கிளை	[873, 1553, 1042, 1569]
